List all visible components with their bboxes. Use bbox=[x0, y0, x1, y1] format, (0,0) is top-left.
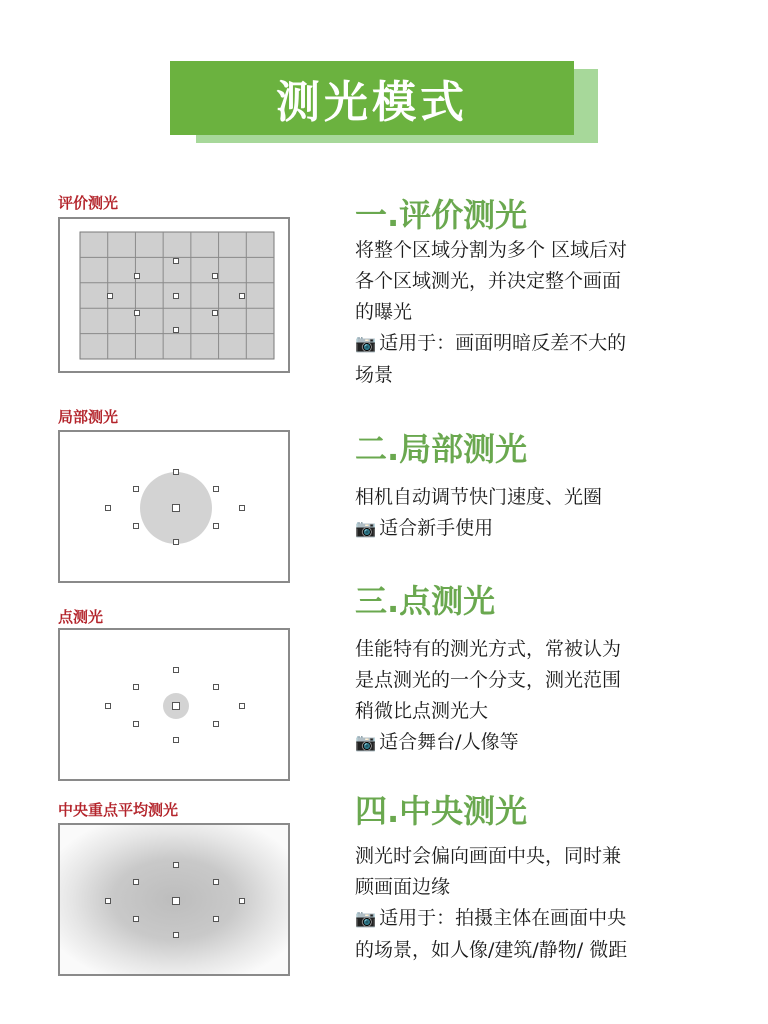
camera-icon: 📷 bbox=[355, 909, 377, 929]
section-body-spot bbox=[355, 634, 715, 759]
usage-line bbox=[355, 727, 715, 759]
af-point bbox=[134, 880, 139, 885]
section-line: 佳能特有的测光方式，常被认为 bbox=[355, 638, 622, 660]
usage-text: 适用于：拍摄主体在画面中央 bbox=[379, 907, 627, 929]
af-point bbox=[173, 898, 180, 905]
af-point bbox=[134, 487, 139, 492]
af-point bbox=[134, 722, 139, 727]
section-heading-spot: 三.点测光 bbox=[355, 582, 496, 620]
section-line: 场景 bbox=[355, 364, 394, 386]
af-points bbox=[106, 668, 245, 743]
af-point bbox=[213, 311, 218, 316]
af-point bbox=[214, 685, 219, 690]
section-line: 顾画面边缘 bbox=[355, 876, 451, 898]
af-point bbox=[134, 917, 139, 922]
af-point bbox=[174, 668, 179, 673]
af-point bbox=[240, 294, 245, 299]
diagram-partial bbox=[58, 430, 290, 583]
usage-line bbox=[355, 328, 715, 360]
section-line: 相机自动调节快门速度、光圈 bbox=[355, 486, 603, 508]
af-point bbox=[106, 704, 111, 709]
section-heading-evaluative: 一.评价测光 bbox=[355, 196, 528, 234]
usage-text: 适用于：画面明暗反差不大的 bbox=[379, 332, 627, 354]
section-heading-partial: 二.局部测光 bbox=[355, 430, 528, 468]
af-point bbox=[108, 294, 113, 299]
section-body-center-weighted bbox=[355, 841, 715, 966]
camera-icon: 📷 bbox=[355, 519, 377, 539]
usage-text: 适合新手使用 bbox=[379, 517, 494, 539]
section-line: 将整个区域分割为多个 区域后对 bbox=[355, 239, 628, 261]
af-point bbox=[174, 738, 179, 743]
af-point bbox=[214, 722, 219, 727]
partial-svg bbox=[60, 432, 288, 581]
af-point bbox=[173, 703, 180, 710]
af-point bbox=[214, 880, 219, 885]
af-point bbox=[213, 274, 218, 279]
section-line: 的曝光 bbox=[355, 301, 413, 323]
af-point bbox=[174, 259, 179, 264]
af-point bbox=[214, 487, 219, 492]
af-point bbox=[106, 899, 111, 904]
diagram-evaluative bbox=[58, 217, 290, 373]
usage-line bbox=[355, 903, 715, 935]
section-line: 是点测光的一个分支，测光范围 bbox=[355, 669, 622, 691]
af-point bbox=[240, 506, 245, 511]
usage-text: 适合舞台/人像等 bbox=[379, 731, 519, 753]
af-point bbox=[240, 899, 245, 904]
af-point bbox=[134, 685, 139, 690]
af-point bbox=[174, 540, 179, 545]
af-point bbox=[174, 933, 179, 938]
camera-icon: 📷 bbox=[355, 733, 377, 753]
af-point bbox=[135, 274, 140, 279]
af-point bbox=[174, 470, 179, 475]
af-point bbox=[214, 524, 219, 529]
center-weighted-svg bbox=[60, 825, 288, 974]
af-point bbox=[173, 505, 180, 512]
evaluative-grid-svg bbox=[60, 219, 288, 371]
af-point bbox=[134, 524, 139, 529]
section-line: 的场景，如人像/建筑/静物/ 微距 bbox=[355, 939, 628, 961]
af-point bbox=[135, 311, 140, 316]
af-point bbox=[174, 328, 179, 333]
af-point bbox=[214, 917, 219, 922]
diagram-label-partial: 局部测光 bbox=[58, 408, 119, 426]
section-heading-center-weighted: 四.中央测光 bbox=[355, 792, 528, 830]
af-point bbox=[106, 506, 111, 511]
diagram-label-evaluative: 评价测光 bbox=[58, 194, 119, 212]
diagram-label-spot: 点测光 bbox=[58, 608, 104, 626]
usage-line bbox=[355, 513, 715, 545]
section-line: 稍微比点测光大 bbox=[355, 700, 489, 722]
af-point bbox=[174, 294, 179, 299]
camera-icon: 📷 bbox=[355, 334, 377, 354]
title-banner bbox=[170, 61, 574, 135]
diagram-spot bbox=[58, 628, 290, 781]
section-body-partial bbox=[355, 482, 715, 545]
spot-svg bbox=[60, 630, 288, 779]
section-line: 各个区域测光，并决定整个画面 bbox=[355, 270, 622, 292]
diagram-center-weighted bbox=[58, 823, 290, 976]
page-title: 测光模式 bbox=[276, 77, 468, 128]
section-body-evaluative bbox=[355, 235, 715, 391]
section-line: 测光时会偏向画面中央，同时兼 bbox=[355, 845, 622, 867]
af-point bbox=[174, 863, 179, 868]
diagram-label-center-weighted: 中央重点平均测光 bbox=[58, 801, 179, 819]
af-point bbox=[240, 704, 245, 709]
